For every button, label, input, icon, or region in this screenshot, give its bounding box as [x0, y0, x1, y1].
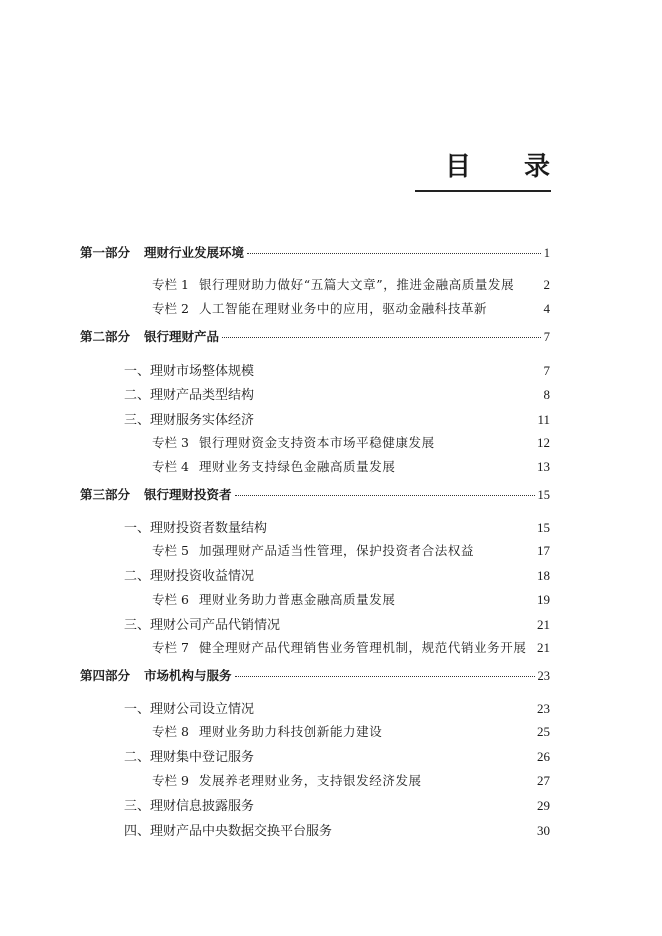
page-number: 29 [537, 798, 550, 813]
entry-title: 三、理财服务实体经济 [124, 413, 255, 428]
entry-title: 理财业务助力普惠金融高质量发展 [198, 592, 396, 607]
entry-label: 专栏 8 [152, 724, 189, 739]
entry-title: 三、理财公司产品代销情况 [124, 618, 281, 633]
page-number: 8 [543, 387, 550, 402]
toc-column-entry[interactable] [152, 590, 550, 608]
entry-label: 第一部分 [80, 245, 131, 260]
entry-title: 加强理财产品适当性管理，保护投资者合法权益 [198, 543, 475, 558]
toc-column-entry[interactable] [152, 771, 550, 789]
entry-label: 专栏 9 [152, 773, 189, 788]
entry-title: 人工智能在理财业务中的应用，驱动金融科技革新 [198, 301, 488, 316]
entry-title: 二、理财产品类型结构 [124, 388, 255, 403]
toc-column-entry[interactable] [152, 433, 550, 451]
page-number: 25 [537, 724, 550, 739]
page-number: 21 [537, 617, 550, 632]
page-number: 13 [537, 459, 550, 474]
page-number: 23 [537, 669, 550, 683]
entry-title: 理财业务助力科技创新能力建设 [198, 724, 383, 739]
entry-label: 第四部分 [80, 668, 131, 683]
toc-section-entry[interactable] [124, 384, 550, 403]
entry-title: 理财行业发展环境 [144, 245, 245, 260]
toc-section-entry[interactable] [124, 795, 550, 814]
entry-label: 专栏 5 [152, 543, 189, 558]
dot-leader [235, 676, 535, 677]
toc-section-entry[interactable] [124, 820, 550, 839]
toc-part-entry[interactable] [80, 666, 550, 684]
toc-column-entry[interactable] [152, 722, 550, 740]
entry-title: 银行理财产品 [144, 329, 220, 344]
entry-title: 银行理财资金支持资本市场平稳健康发展 [198, 435, 435, 450]
entry-title: 健全理财产品代理销售业务管理机制，规范代销业务开展 [198, 640, 527, 655]
page-number: 23 [537, 701, 550, 716]
toc-column-entry[interactable] [152, 541, 550, 559]
entry-label: 第三部分 [80, 487, 131, 502]
page-number: 2 [543, 277, 550, 292]
entry-title: 一、理财公司设立情况 [124, 702, 255, 717]
entry-title: 四、理财产品中央数据交换平台服务 [124, 824, 333, 839]
page-number: 19 [537, 592, 550, 607]
toc-column-entry[interactable] [152, 638, 550, 656]
entry-label: 专栏 6 [152, 592, 189, 607]
entry-label: 专栏 3 [152, 435, 189, 450]
toc-part-entry[interactable] [80, 485, 550, 503]
page-number: 15 [537, 488, 550, 502]
page-number: 21 [537, 640, 550, 655]
toc-section-entry[interactable] [124, 360, 550, 379]
dot-leader [247, 253, 541, 254]
toc-part-entry[interactable] [80, 243, 550, 261]
entry-title: 一、理财投资者数量结构 [124, 521, 268, 536]
entry-title: 理财业务支持绿色金融高质量发展 [198, 459, 396, 474]
toc-section-entry[interactable] [124, 565, 550, 584]
entry-title: 发展养老理财业务，支持银发经济发展 [198, 773, 422, 788]
entry-label: 专栏 7 [152, 640, 189, 655]
page-number: 26 [537, 749, 550, 764]
toc-section-entry[interactable] [124, 409, 550, 428]
entry-label: 专栏 2 [152, 301, 189, 316]
entry-title: 二、理财投资收益情况 [124, 569, 255, 584]
page-number: 30 [537, 823, 550, 838]
entry-title: 市场机构与服务 [144, 668, 232, 683]
page-number: 12 [537, 435, 550, 450]
toc-part-entry[interactable] [80, 327, 550, 345]
dot-leader [222, 337, 541, 338]
toc-section-entry[interactable] [124, 746, 550, 765]
entry-label: 专栏 1 [152, 277, 189, 292]
toc-section-entry[interactable] [124, 517, 550, 536]
entry-title: 银行理财助力做好“五篇大文章”，推进金融高质量发展 [198, 277, 515, 292]
toc-column-entry[interactable] [152, 457, 550, 475]
page-number: 4 [543, 301, 550, 316]
toc-column-entry[interactable] [152, 275, 550, 293]
page-number: 1 [543, 246, 550, 260]
page-number: 18 [537, 568, 550, 583]
toc-section-entry[interactable] [124, 698, 550, 717]
toc-section-entry[interactable] [124, 614, 550, 633]
page-number: 17 [537, 543, 550, 558]
entry-label: 第二部分 [80, 329, 131, 344]
entry-title: 三、理财信息披露服务 [124, 799, 255, 814]
dot-leader [235, 495, 535, 496]
page-number: 7 [543, 363, 550, 378]
entry-title: 一、理财市场整体规模 [124, 364, 255, 379]
entry-label: 专栏 4 [152, 459, 189, 474]
entry-title: 二、理财集中登记服务 [124, 750, 255, 765]
toc-column-entry[interactable] [152, 299, 550, 317]
page-number: 15 [537, 520, 550, 535]
page-number: 11 [537, 412, 550, 427]
page-number: 7 [543, 330, 550, 344]
page-number: 27 [537, 773, 550, 788]
entry-title: 银行理财投资者 [144, 487, 232, 502]
page-title: 目 录 [444, 152, 572, 182]
title-underline [415, 190, 551, 192]
